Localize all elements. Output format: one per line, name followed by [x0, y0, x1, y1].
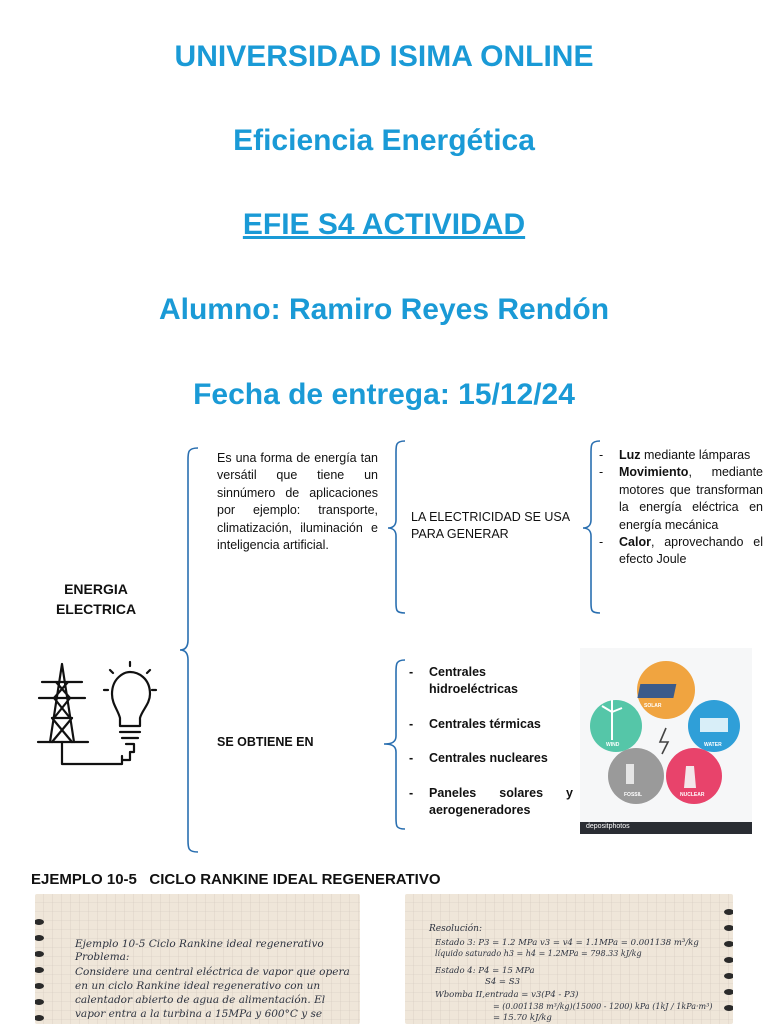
- handwritten-line: S4 = S3: [485, 977, 520, 987]
- source-item: - Centrales térmicas: [403, 716, 573, 733]
- source-item: - Paneles solares y aerogeneradores: [403, 785, 573, 820]
- handwritten-line: líquido saturado h3 = h4 = 1.2MPa = 798.33 kJ/kg: [435, 949, 642, 958]
- solar-panel-icon: [637, 684, 676, 698]
- sources-heading: SE OBTIENE EN: [217, 735, 314, 749]
- cooling-tower-icon: [684, 766, 696, 788]
- sources-bracket: [384, 660, 405, 829]
- source-item: - Centrales nucleares: [403, 750, 573, 767]
- course-title: Eficiencia Energética: [233, 124, 535, 157]
- wind-label: WIND: [606, 742, 620, 748]
- student-name: Alumno: Ramiro Reyes Rendón: [158, 293, 610, 326]
- handwritten-line: Resolución:: [429, 924, 482, 934]
- example-title: EJEMPLO 10-5 CICLO RANKINE IDEAL REGENERATIVO: [31, 871, 441, 888]
- notebook-photo-left: [35, 894, 360, 1024]
- handwritten-line: vapor entra a la turbina a 15MPa y 600°C y se: [75, 1008, 323, 1020]
- use-item-light: - Luz mediante lámparas: [593, 447, 763, 464]
- handwritten-line: Estado 3: P3 = 1.2 MPa v3 = v4 = 1.1MPa = 0.001138 m³/kg: [435, 938, 699, 948]
- handwritten-line: calentador abierto de agua de alimentación. El: [75, 994, 326, 1006]
- uses-list: [593, 447, 763, 569]
- solar-label: SOLAR: [644, 703, 662, 709]
- fossil-label: FOSSIL: [624, 792, 643, 798]
- handwritten-line: = 15.70 kJ/kg: [493, 1013, 552, 1023]
- due-date: Fecha de entrega: 15/12/24: [193, 378, 575, 411]
- root-label: ENERGIA ELECTRICA: [55, 581, 137, 617]
- energy-circles-art: [580, 648, 752, 834]
- uses-bracket-left: [388, 441, 405, 613]
- handwritten-line: Estado 4: P4 = 15 MPa: [435, 966, 535, 976]
- tower-bulb-icon: [34, 660, 158, 772]
- notebook-photo-right: [405, 894, 733, 1024]
- definition-text: Es una forma de energía tan versátil que tiene un sinnúmero de aplicaciones por ejemplo: transporte, climatización, iluminación e inteligencia artificial.: [217, 451, 378, 553]
- chimney-icon: [626, 764, 634, 784]
- main-bracket: [180, 448, 198, 852]
- nuclear-label: NUCLEAR: [680, 792, 705, 798]
- source-item: - Centrales hidroeléctricas: [403, 664, 573, 699]
- energy-sources-illustration: [580, 648, 752, 834]
- handwritten-line: Problema:: [75, 951, 130, 963]
- handwritten-line: = (0.001138 m³/kg)(15000 - 1200) kPa (1kJ / 1kPa·m³): [493, 1002, 713, 1011]
- water-label: WATER: [704, 742, 722, 748]
- handwritten-line: Wbomba II,entrada = v3(P4 - P3): [435, 990, 579, 1000]
- handwritten-line: Ejemplo 10-5 Ciclo Rankine ideal regenerativo: [75, 938, 324, 950]
- handwritten-line: Considere una central eléctrica de vapor que opera: [75, 966, 350, 978]
- sources-list: [403, 664, 573, 819]
- lightning-icon: [660, 728, 668, 754]
- illustration-footer: depositphotos: [586, 823, 630, 830]
- uses-heading: LA ELECTRICIDAD SE USA PARA GENERAR: [411, 510, 570, 542]
- dam-icon: [700, 718, 728, 732]
- activity-title: EFIE S4 ACTIVIDAD: [242, 208, 526, 241]
- university-title: UNIVERSIDAD ISIMA ONLINE: [174, 40, 594, 73]
- handwritten-line: en un ciclo Rankine ideal regenerativo con un: [75, 980, 321, 992]
- use-item-heat: - Calor, aprovechando el efecto Joule: [593, 534, 763, 569]
- use-item-motion: - Movimiento, mediante motores que transforman la energía eléctrica en energía mecánica: [593, 464, 763, 534]
